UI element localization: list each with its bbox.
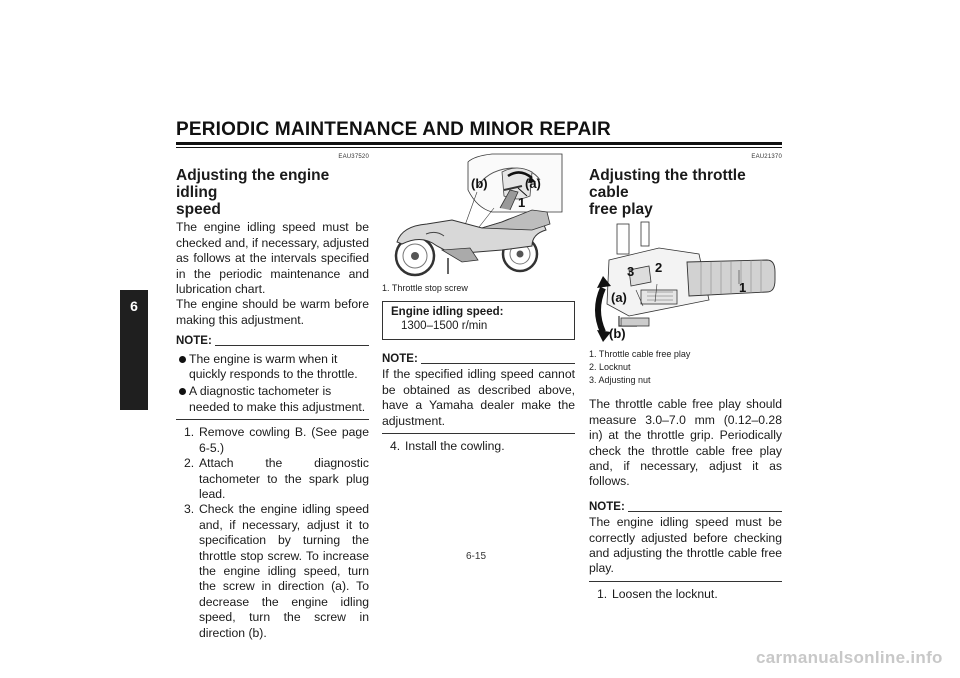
callout-3-label: 3: [627, 264, 635, 280]
page-number: 6-15: [466, 551, 487, 562]
figure-caption: 1. Throttle stop screw: [382, 283, 468, 293]
bullet-icon: [179, 388, 186, 395]
caption-item: 1. Throttle cable free play: [589, 349, 691, 360]
step-item: [176, 425, 369, 456]
section-title-throttle: [589, 167, 782, 218]
spec-value: 1300–1500 r/min: [401, 320, 488, 332]
step-text: Loosen the locknut.: [612, 586, 718, 601]
left-column: [176, 150, 369, 641]
note-bullet: [176, 384, 369, 415]
note-label: NOTE:: [589, 500, 625, 513]
watermark: carmanualsonline.info: [756, 648, 943, 667]
steps-list: [589, 587, 782, 602]
right-column: [589, 150, 782, 602]
section-title-line1: Adjusting the throttle cable: [589, 167, 746, 202]
step-text: Check the engine idling speed and, if necessary, adjust it to specification by turning the throttle stop screw. To increase the engine idling speed, turn the screw in direction (a). To decrease the engine idling speed, turn the screw in direction (b).: [199, 502, 369, 640]
step-number: 4.: [390, 439, 401, 454]
callout-1-label: 1: [739, 280, 747, 296]
note-header: [176, 334, 369, 349]
page-header: [176, 119, 782, 141]
note-label: NOTE:: [382, 353, 418, 365]
throttle-figure: [589, 220, 782, 342]
step-item: [382, 439, 575, 454]
callout-1-label: 1: [518, 195, 526, 210]
direction-b-label: (b): [471, 176, 488, 191]
bullet-text: A diagnostic tachometer is needed to make this adjustment.: [189, 384, 366, 414]
scooter-illustration: [382, 150, 575, 280]
section-title-line2: speed: [176, 201, 221, 219]
note-text: The engine idling speed must be correctly adjusted before checking and adjusting the throttle cable free play.: [589, 515, 782, 576]
note-text: If the specified idling speed cannot be obtained as described above, have a Yamaha dealer make the adjustment.: [382, 367, 575, 428]
spec-box: [382, 301, 575, 340]
step-number: 1.: [597, 586, 608, 601]
note-end-rule: [382, 433, 575, 434]
note-rule: [421, 356, 575, 364]
note-header: [589, 500, 782, 515]
caption-item: 2. Locknut: [589, 362, 631, 373]
bullet-icon: [179, 356, 186, 363]
step-number: 2.: [184, 456, 195, 471]
warm-paragraph: The engine should be warm before making this adjustment.: [176, 297, 369, 327]
throttle-illustration: [589, 220, 782, 342]
callout-2-label: 2: [655, 260, 663, 276]
chapter-tab: 6: [120, 290, 148, 410]
step-text: Install the cowling.: [405, 439, 505, 454]
steps-list: [176, 425, 369, 641]
step-text: Attach the diagnostic tachometer to the spark plug lead.: [199, 456, 369, 501]
step-number: 1.: [184, 425, 195, 440]
direction-a-label: (a): [525, 176, 541, 191]
bullet-text: The engine is warm when it quickly responds to the throttle.: [189, 351, 358, 382]
note-label: NOTE:: [176, 335, 212, 348]
note-end-rule: [589, 581, 782, 582]
note-header: [382, 352, 575, 367]
header-rule: [176, 142, 782, 145]
step-number: 3.: [184, 502, 195, 517]
step-item: [176, 456, 369, 502]
section-title-line1: Adjusting the engine idling: [176, 167, 330, 202]
note-bullet: [176, 352, 369, 383]
steps-list: [382, 439, 575, 454]
intro-paragraph: The engine idling speed must be checked and, if necessary, adjusted as follows at the intervals specified in the periodic maintenance and lubrication chart.: [176, 220, 369, 297]
note-rule: [628, 504, 782, 512]
direction-b-label: (b): [609, 326, 626, 342]
figure-captions: [589, 348, 782, 387]
note-rule: [215, 338, 369, 346]
section-title-line2: free play: [589, 201, 653, 219]
direction-a-label: (a): [611, 290, 627, 306]
note-end-rule: [176, 419, 369, 420]
scooter-figure: [382, 150, 575, 280]
section-code: EAU21370: [751, 154, 782, 160]
header-rule-thin: [176, 147, 782, 148]
note-bullets: [176, 352, 369, 416]
step-item: [176, 502, 369, 641]
section-title-idling: [176, 167, 369, 218]
caption-item: 3. Adjusting nut: [589, 375, 651, 386]
page-title: PERIODIC MAINTENANCE AND MINOR REPAIR: [176, 119, 611, 140]
section-code: EAU37520: [338, 154, 369, 160]
free-play-paragraph: The throttle cable free play should measure 3.0–7.0 mm (0.12–0.28 in) at the throttle grip. Periodically check the throttle cable free play and, if necessary, adjust it as follows.: [589, 397, 782, 489]
step-item: [589, 587, 782, 602]
step-text: Remove cowling B. (See page 6-5.): [199, 425, 369, 455]
middle-column: [382, 150, 575, 454]
spec-label: Engine idling speed:: [391, 306, 504, 318]
